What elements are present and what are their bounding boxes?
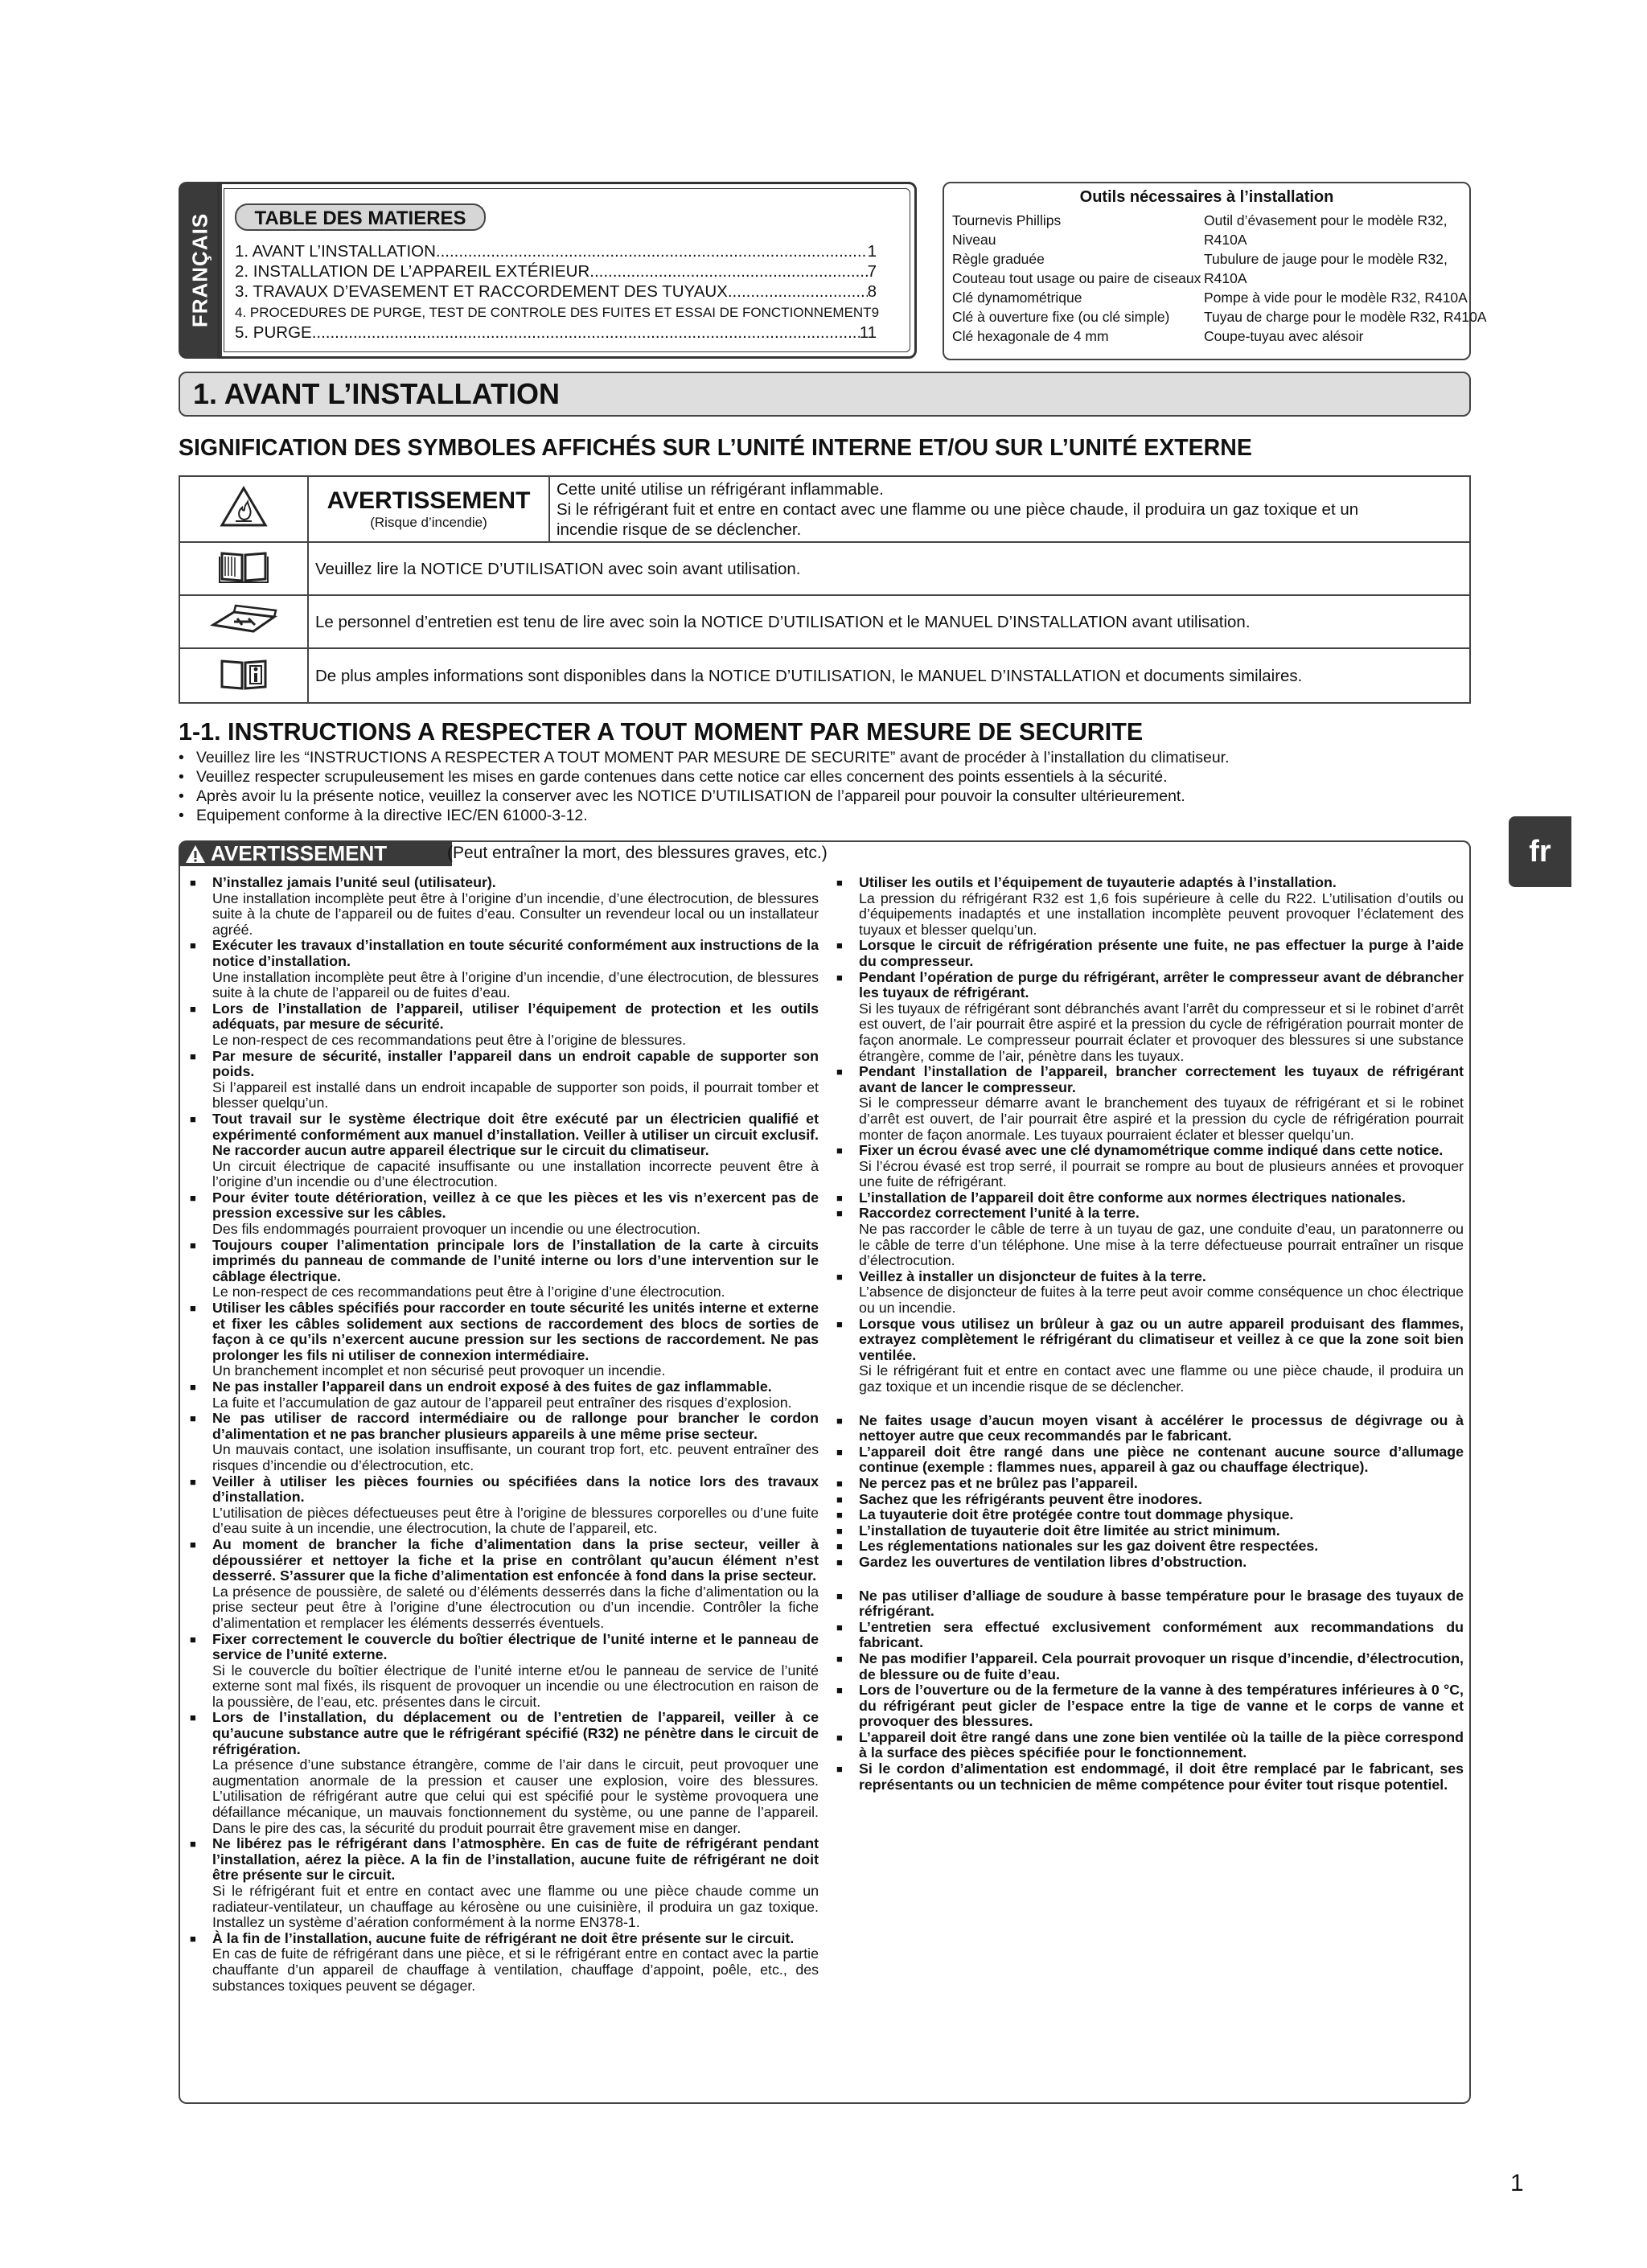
language-label: FRANÇAIS <box>187 212 212 328</box>
spacer <box>833 1571 1464 1588</box>
warning-item-text: Si le couvercle du boîtier électrique de l’unité interne et/ou le panneau de service de l’unité externe sont mal fixés, ils risquent de provoquer un incendie ou une électrocution en raison de la poussière, de l’eau, etc. présentes dans le circuit. <box>212 1662 819 1710</box>
warning-item-title: ■ Pendant l’opération de purge du réfrigérant, arrêter le compresseur avant de débrancher les tuyaux de réfrigérant. <box>859 968 1464 1001</box>
page-number: 1 <box>1510 2170 1524 2196</box>
tool-item: Clé hexagonale de 4 mm <box>952 328 1109 344</box>
warning-item-text: Si le réfrigérant fuit et entre en contact avec une flamme ou une pièce chaude comme un radiateur-ventilateur, un chauffage au kérosène ou une cuisinière, il produira un gaz toxique. Installez un système d’aération conformément à la norme EN378-1. <box>212 1883 819 1931</box>
warning-item-title: ■ L’installation de l’appareil doit être conforme aux normes électriques nationales. <box>859 1189 1406 1206</box>
warning-item <box>187 1632 819 1711</box>
warning-item-title: ■ Veillez à installer un disjoncteur de fuites à la terre. <box>859 1268 1206 1284</box>
more-info-text: De plus amples informations sont disponibles dans la NOTICE D’UTILISATION, le MANUEL D’INSTALLATION et documents similaires. <box>308 648 1470 703</box>
safety-bullet: • Veuillez lire les “INSTRUCTIONS A RESPECTER A TOUT MOMENT PAR MESURE DE SECURITE” avant de procéder à l’installation du climatiseur. <box>179 748 1230 767</box>
warning-item <box>833 1555 1464 1571</box>
warning-item <box>187 1001 819 1049</box>
warning-item <box>187 1300 819 1379</box>
service-manual-text: Le personnel d’entretien est tenu de lire avec soin la NOTICE D’UTILISATION et le MANUEL D’INSTALLATION avant utilisation. <box>308 595 1470 648</box>
warning-text-cell: Cette unité utilise un réfrigérant inflammable. Si le réfrigérant fuit et entre en contact avec une flamme ou une pièce chaude, il produira un gaz toxique et un incendie risque de se déclencher. <box>549 476 1470 542</box>
warning-item-text: Ne pas raccorder le câble de terre à un tuyau de gaz, une conduite d’eau, un paratonnerre ou le câble de terre d’un téléphone. Une mise à la terre défectueuse pourrait entraîner un risque d’électrocution. <box>859 1221 1464 1269</box>
warning-item-title: ■ Exécuter les travaux d’installation en toute sécurité conformément aux instructions de la notice d’installation. <box>212 937 819 969</box>
toc-item[interactable]: 1. AVANT L’INSTALLATION ..... 1 <box>235 242 877 261</box>
warning-item <box>187 1190 819 1238</box>
warning-item <box>187 875 819 938</box>
warning-item <box>833 1523 1464 1539</box>
warning-item-title: ■ Ne pas installer l’appareil dans un endroit exposé à des fuites de gaz inflammable. <box>212 1378 772 1395</box>
language-code-tab: fr <box>1509 816 1571 887</box>
warning-item <box>833 938 1464 969</box>
warning-item <box>833 1539 1464 1555</box>
toc-item[interactable]: 3. TRAVAUX D’EVASEMENT ET RACCORDEMENT DES TUYAUX ..... 8 <box>235 282 877 302</box>
warning-item-title: ■ Si le cordon d’alimentation est endommagé, il doit être remplacé par le fabricant, ses représentants ou un technicien de même compétence pour éviter tout risque potentiel. <box>859 1761 1464 1793</box>
warning-item-text: Le non-respect de ces recommandations peut être à l’origine de blessures. <box>212 1031 687 1048</box>
warning-item-text: Un circuit électrique de capacité insuffisante ou une installation incorrecte peuvent être à l’origine d’un incendie ou d’une électrocution. <box>212 1157 819 1190</box>
warning-box-subtitle: (Peut entraîner la mort, des blessures graves, etc.) <box>447 844 828 862</box>
warning-item <box>833 1190 1464 1206</box>
warning-item-title: ■ N’installez jamais l’unité seul (utilisateur). <box>212 874 496 890</box>
tool-item: Tubulure de jauge pour le modèle R32, <box>1204 251 1448 267</box>
warning-item <box>833 1683 1464 1730</box>
safety-bullet: • Après avoir lu la présente notice, veuillez la conserver avec les NOTICE D’UTILISATION de l’appareil pour pouvoir la consulter ultérieurement. <box>179 787 1185 806</box>
tool-item: Pompe à vide pour le modèle R32, R410A <box>1204 290 1468 306</box>
tool-item: Outil d’évasement pour le modèle R32, <box>1204 212 1448 228</box>
warning-item-title: ■ Lorsque vous utilisez un brûleur à gaz ou un autre appareil produisant des flammes, extrayez complètement le réfrigérant du climatiseur et veillez à ce que la zone soit bien ventilée. <box>859 1315 1464 1363</box>
tool-item: R410A <box>1204 232 1247 248</box>
warning-item-text: En cas de fuite de réfrigérant dans une pièce, et si le réfrigérant entre en contact avec la partie chauffante d’un appareil de chauffage à ventilation, chauffage d’appoint, poêle, etc., des substances toxiques peuvent se dégager. <box>212 1945 819 1994</box>
warning-item-title: ■ Ne percez pas et ne brûlez pas l’appareil. <box>859 1474 1138 1491</box>
warning-item <box>833 1507 1464 1523</box>
warning-item <box>833 1620 1464 1651</box>
warning-item-title: ■ L’installation de tuyauterie doit être limitée au strict minimum. <box>859 1522 1280 1539</box>
warning-item <box>833 1413 1464 1444</box>
warning-item-text: La présence d’une substance étrangère, comme de l’air dans le circuit, peut provoquer une augmentation anormale de la pression et causer une explosion, voire des blessures. L’utilisation de réfrigérant autre que celui qui est spécifié pour le système provoquera une défaillance mécanique, un mauvais fonctionnement du système, ou une panne de l’appareil. Dans le pire des cas, la sécurité du produit pourrait être gravement mise en danger. <box>212 1756 819 1836</box>
warning-item-title: ■ Fixer un écrou évasé avec une clé dynamométrique comme indiqué dans cette notice. <box>859 1142 1444 1159</box>
warning-item-title: ■ Ne pas utiliser d’alliage de soudure à basse température pour le brasage des tuyaux de réfrigérant. <box>859 1587 1464 1620</box>
warning-item-title: ■ Raccordez correctement l’unité à la terre. <box>859 1205 1140 1222</box>
warning-item <box>187 1379 819 1411</box>
manual-book-icon <box>179 542 308 595</box>
warning-label-cell <box>308 476 549 542</box>
warning-item-text: Si l’appareil est installé dans un endroit incapable de supporter son poids, il pourrait tomber et blesser quelqu’un. <box>212 1079 819 1111</box>
warning-box-title: AVERTISSEMENT <box>211 841 388 865</box>
warning-item <box>187 1049 819 1111</box>
warning-item <box>187 1537 819 1632</box>
warning-item-text: Le non-respect de ces recommandations peut être à l’origine d’une électrocution. <box>212 1284 725 1300</box>
warning-item-title: ■ La tuyauterie doit être protégée contre tout dommage physique. <box>859 1506 1294 1523</box>
warning-item-text: Un mauvais contact, une isolation insuffisante, un courant trop fort, etc. peuvent entraîner des risques d’incendie ou d’électrocution, etc. <box>212 1441 819 1473</box>
warning-item-text: Une installation incomplète peut être à l’origine d’un incendie, d’une électrocution, de blessures suite à la chute de l’appareil ou de fuites d’eau. Consulter un revendeur local ou un installateur agréé. <box>212 890 819 938</box>
warning-item-text: Si les tuyaux de réfrigérant sont débranchés avant l’arrêt du compresseur et si le robinet d’arrêt est ouvert, de l’air pourrait être aspiré et la pression du cycle de réfrigération pourrait monter de façon anormale. Le compresseur pourrait éclater et provoquer des blessures si une substance étrangère, comme de l’air, pénètre dans les tuyaux. <box>859 1000 1464 1064</box>
toc-title: TABLE DES MATIERES <box>235 203 486 231</box>
warning-item <box>833 1444 1464 1476</box>
warning-item-title: ■ Sachez que les réfrigérants peuvent être inodores. <box>859 1490 1202 1507</box>
warning-item <box>833 1206 1464 1268</box>
read-manual-text: Veuillez lire la NOTICE D’UTILISATION avec soin avant utilisation. <box>308 542 1470 595</box>
warning-item-text: L’absence de disjoncteur de fuites à la terre peut avoir comme conséquence un choc électrique ou un incendie. <box>859 1284 1464 1317</box>
tool-item: Tuyau de charge pour le modèle R32, R410A <box>1204 309 1487 325</box>
toc-item[interactable]: 5. PURGE ..... 11 <box>235 323 877 343</box>
warning-item <box>187 938 819 1000</box>
tool-item: Tournevis Phillips <box>952 212 1062 228</box>
warning-item-text: La fuite et l’accumulation de gaz autour de l’appareil peut entraîner des risques d’explosion. <box>212 1394 792 1411</box>
warning-item-title: ■ Ne libérez pas le réfrigérant dans l’atmosphère. En cas de fuite de réfrigérant pendant l’installation, aérez la pièce. A la fin de l’installation, aucune fuite de réfrigérant ne doit être présente sur le circuit. <box>212 1835 819 1884</box>
warning-title: AVERTISSEMENT <box>327 487 531 514</box>
warning-item-title: ■ Utiliser les câbles spécifiés pour raccorder en toute sécurité les unités interne et externe et fixer les câbles solidement aux sections de raccordement des blocs de sorties de façon à ce qu’ils n’exercent aucune pression sur les sections de raccordement. Ne pas prolonger les fils ni utiliser de connexion intermédiaire. <box>212 1300 819 1363</box>
warning-item-title: ■ Tout travail sur le système électrique doit être exécuté par un électricien qualifié et expérimenté conformément aux manuel d’installation. Veiller à utiliser un circuit exclusif. Ne raccorder aucun autre appareil électrique sur le circuit du climatiseur. <box>212 1110 819 1159</box>
symbols-heading: SIGNIFICATION DES SYMBOLES AFFICHÉS SUR L’UNITÉ INTERNE ET/OU SUR L’UNITÉ EXTERNE <box>179 435 1252 461</box>
toc-item[interactable]: 2. INSTALLATION DE L’APPAREIL EXTÉRIEUR ..... 7 <box>235 262 877 281</box>
safety-bullet: • Veuillez respecter scrupuleusement les mises en garde contenues dans cette notice car elles concernent des points essentiels à la sécurité. <box>179 767 1168 787</box>
warning-item-text: Si l’écrou évasé est trop serré, il pourrait se rompre au bout de plusieurs années et provoquer une fuite de réfrigérant. <box>859 1157 1464 1190</box>
warning-item-title: ■ À la fin de l’installation, aucune fuite de réfrigérant ne doit être présente sur le circuit. <box>212 1929 795 1946</box>
toc-item[interactable]: 4. PROCEDURES DE PURGE, TEST DE CONTROLE DES FUITES ET ESSAI DE FONCTIONNEMENT 9 <box>235 305 880 320</box>
warning-item-title: ■ Au moment de brancher la fiche d’alimentation dans la prise secteur, veiller à dépoussiérer et nettoyer la fiche et la prise en contrôlant qu’aucun élément n’est desserré. S’assurer que la fiche d’alimentation est enfoncée à fond dans la prise secteur. <box>212 1535 819 1584</box>
language-side-tab <box>179 182 222 359</box>
info-book-icon <box>179 648 308 703</box>
warning-item-title: ■ Ne faites usage d’aucun moyen visant à accélérer le processus de dégivrage ou à nettoyer autre que ceux recommandés par le fabricant. <box>859 1411 1464 1444</box>
safety-bullet: • Equipement conforme à la directive IEC/EN 61000-3-12. <box>179 806 588 825</box>
warning-item <box>187 1474 819 1537</box>
symbols-table <box>179 475 1471 704</box>
warning-item-title: ■ Lors de l’ouverture ou de la fermeture de la vanne à des températures inférieures à 0 °C, du réfrigérant peut gicler de l’espace entre la tige de vanne et le corps de vanne et provoquer des blessures. <box>859 1682 1464 1730</box>
warning-item-text: La présence de poussière, de saleté ou d’éléments desserrés dans la fiche d’alimentation ou la prise secteur peut être à l’origine d’une électrocution ou d’un incendie. Contrôler la fiche d’alimentation et remplacer les éléments desserrés éventuels. <box>212 1583 819 1631</box>
tool-item: Règle graduée <box>952 251 1045 267</box>
warning-item-title: ■ L’appareil doit être rangé dans une zone bien ventilée où la taille de la pièce correspond à la surface des pièces spécifiée pour le fonctionnement. <box>859 1728 1464 1761</box>
warning-subtitle: (Risque d’incendie) <box>370 515 487 530</box>
warning-item-text: L’utilisation de pièces défectueuses peut être à l’origine de blessures corporelles ou d’une fuite d’eau suite à un incendie, une électrocution, la chute de l’appareil, etc. <box>212 1504 819 1537</box>
warning-item-title: ■ Lorsque le circuit de réfrigération présente une fuite, ne pas effectuer la purge à l’aide du compresseur. <box>859 937 1464 969</box>
warning-left-column <box>187 875 819 1994</box>
warning-item <box>187 1238 819 1300</box>
warning-item-title: ■ Les réglementations nationales sur les gaz doivent être respectées. <box>859 1538 1319 1555</box>
tool-item: R410A <box>1204 270 1247 286</box>
service-manual-icon <box>179 595 308 648</box>
warning-item-title: ■ Toujours couper l’alimentation principale lors de l’installation de la carte à circuits imprimés du panneau de commande de l’unité interne ou lors d’une intervention sur le câblage électrique. <box>212 1236 819 1284</box>
tool-item: Coupe-tuyau avec alésoir <box>1204 328 1364 344</box>
flame-warning-icon <box>179 476 308 542</box>
warning-item-title: ■ Fixer correctement le couvercle du boîtier électrique de l’unité interne et le panneau de service de l’unité externe. <box>212 1630 819 1663</box>
tools-title: Outils nécessaires à l’installation <box>1079 188 1334 206</box>
warning-item-text: Une installation incomplète peut être à l’origine d’un incendie, d’une électrocution, de blessures suite à la chute de l’appareil ou de fuites d’eau. <box>212 968 819 1001</box>
warning-item <box>833 875 1464 938</box>
warning-item <box>833 1064 1464 1143</box>
warning-item-title: ■ Lors de l’installation, du déplacement ou de l’entretien de l’appareil, veiller à ce qu’aucune substance autre que le réfrigérant spécifié (R32) ne pénètre dans le circuit de réfrigération. <box>212 1709 819 1757</box>
warning-item-title: ■ Pour éviter toute détérioration, veillez à ce que les pièces et les vis n’exercent pas de pression excessive sur les câbles. <box>212 1189 819 1222</box>
warning-item-title: ■ Par mesure de sécurité, installer l’appareil dans un endroit capable de supporter son poids. <box>212 1047 819 1080</box>
tool-item: Niveau <box>952 232 996 248</box>
warning-item <box>833 1269 1464 1317</box>
warning-item <box>187 1710 819 1836</box>
warning-item-title: ■ L’appareil doit être rangé dans une pièce ne contenant aucune source d’allumage continue (exemple : flammes nues, appareil à gaz ou chauffage électrique). <box>859 1443 1464 1476</box>
warning-item-text: La pression du réfrigérant R32 est 1,6 fois supérieure à celle du R22. L’utilisation d’outils ou d’équipements inadaptés et une installation incomplète peuvent provoquer l’éclatement des tuyaux et blesser quelqu’un. <box>859 890 1464 938</box>
warning-item <box>833 1492 1464 1508</box>
warning-item <box>187 1111 819 1190</box>
warning-item-title: ■ Pendant l’installation de l’appareil, brancher correctement les tuyaux de réfrigérant avant de lancer le compresseur. <box>859 1063 1464 1095</box>
warning-item-title: ■ Ne pas utiliser de raccord intermédiaire ou de rallonge pour brancher le cordon d’alimentation et ne pas brancher plusieurs appareils à une même prise secteur. <box>212 1410 819 1442</box>
warning-item-text: Des fils endommagés pourraient provoquer un incendie ou une électrocution. <box>212 1221 700 1238</box>
warning-item <box>833 1588 1464 1620</box>
safety-heading: 1-1. INSTRUCTIONS A RESPECTER A TOUT MOMENT PAR MESURE DE SECURITE <box>179 718 1144 746</box>
warning-triangle-icon <box>185 844 206 868</box>
warning-item-text: Un branchement incomplet et non sécurisé peut provoquer un incendie. <box>212 1362 666 1379</box>
warning-item-title: ■ Veiller à utiliser les pièces fournies ou spécifiées dans la notice lors des travaux d’installation. <box>212 1473 819 1506</box>
warning-item <box>833 970 1464 1065</box>
warning-item-title: ■ L’entretien sera effectué exclusivement conformément aux recommandations du fabricant. <box>859 1618 1464 1651</box>
tool-item: Clé dynamométrique <box>952 290 1082 306</box>
warning-item <box>833 1651 1464 1683</box>
warning-item <box>187 1931 819 1994</box>
warning-item <box>187 1411 819 1473</box>
warning-item <box>833 1761 1464 1793</box>
warning-item <box>187 1836 819 1931</box>
warning-item-text: Si le réfrigérant fuit et entre en contact avec une flamme ou une pièce chaude, il produira un gaz toxique et un incendie risque de se déclencher. <box>859 1362 1464 1395</box>
warning-item-title: ■ Gardez les ouvertures de ventilation libres d’obstruction. <box>859 1553 1247 1570</box>
warning-item <box>833 1476 1464 1492</box>
warning-item <box>833 1730 1464 1761</box>
warning-right-column <box>833 875 1464 1793</box>
warning-item <box>833 1143 1464 1190</box>
tool-item: Clé à ouverture fixe (ou clé simple) <box>952 309 1170 325</box>
warning-item-text: Si le compresseur démarre avant le branchement des tuyaux de réfrigérant et si le robinet d’arrêt est ouvert, de l’air pourrait être aspiré et la pression du cycle de réfrigération pourrait monter de façon anormale. Les tuyaux pourraient éclater et blesser quelqu’un. <box>859 1095 1464 1143</box>
spacer <box>833 1395 1464 1413</box>
warning-item-title: ■ Utiliser les outils et l’équipement de tuyauterie adaptés à l’installation. <box>859 874 1337 890</box>
warning-item-title: ■ Ne pas modifier l’appareil. Cela pourrait provoquer un risque d’incendie, d’électrocution, de blessure ou de fuite d’eau. <box>859 1650 1464 1683</box>
warning-item <box>833 1317 1464 1395</box>
tool-item: Couteau tout usage ou paire de ciseaux <box>952 270 1201 286</box>
warning-item-title: ■ Lors de l’installation de l’appareil, utiliser l’équipement de protection et les outils adéquats, par mesure de sécurité. <box>212 1000 819 1033</box>
section-title: 1. AVANT L’INSTALLATION <box>179 372 1471 417</box>
